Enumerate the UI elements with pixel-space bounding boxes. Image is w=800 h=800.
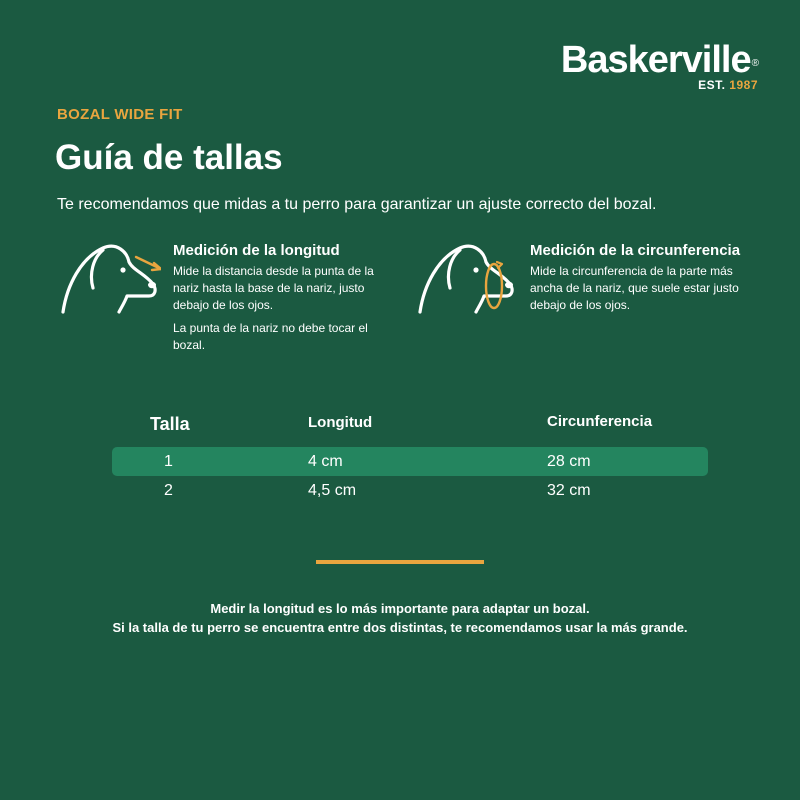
brand-established: EST. 1987 xyxy=(698,78,758,92)
dog-head-length-icon xyxy=(57,240,161,320)
footer-note xyxy=(0,599,800,637)
intro-text: Te recomendamos que midas a tu perro para garantizar un ajuste correcto del bozal. xyxy=(57,196,657,213)
cell-talla: 2 xyxy=(164,482,173,499)
brand-est-year: 1987 xyxy=(729,78,758,92)
dog-head-circumference-icon xyxy=(414,240,518,320)
table-header xyxy=(112,406,708,442)
cell-circunferencia: 32 cm xyxy=(547,482,591,499)
header-circunferencia: Circunferencia xyxy=(547,413,653,430)
brand-logo xyxy=(561,40,758,92)
cell-circunferencia: 28 cm xyxy=(547,453,591,470)
cell-longitud: 4 cm xyxy=(308,453,343,470)
size-table xyxy=(112,406,708,505)
product-kicker: BOZAL WIDE FIT xyxy=(57,106,183,123)
cell-talla: 1 xyxy=(164,453,173,470)
length-measurement-title: Medición de la longitud xyxy=(173,242,340,259)
table-row xyxy=(112,476,708,505)
accent-divider xyxy=(316,560,484,564)
circumference-measurement-text: Mide la circunferencia de la parte más ancha de la nariz, que suele estar justo debajo de los ojos. xyxy=(530,264,739,312)
length-measurement-text: Mide la distancia desde la punta de la nariz hasta la base de la nariz, justo debajo de los ojos. xyxy=(173,264,374,312)
brand-name: Baskerville® xyxy=(560,39,758,81)
table-row xyxy=(112,447,708,476)
circumference-measurement-title: Medición de la circunferencia xyxy=(530,242,741,259)
cell-longitud: 4,5 cm xyxy=(308,482,357,499)
registered-mark: ® xyxy=(751,58,758,69)
footer-line: Si la talla de tu perro se encuentra entre dos distintas, te recomendamos usar la más grande. xyxy=(112,620,688,635)
page-title: Guía de tallas xyxy=(55,138,283,177)
header-longitud: Longitud xyxy=(308,414,373,431)
length-measurement-note: La punta de la nariz no debe tocar el bozal. xyxy=(173,321,368,352)
header-talla: Talla xyxy=(150,414,190,434)
footer-line: Medir la longitud es lo más importante para adaptar un bozal. xyxy=(210,601,590,616)
